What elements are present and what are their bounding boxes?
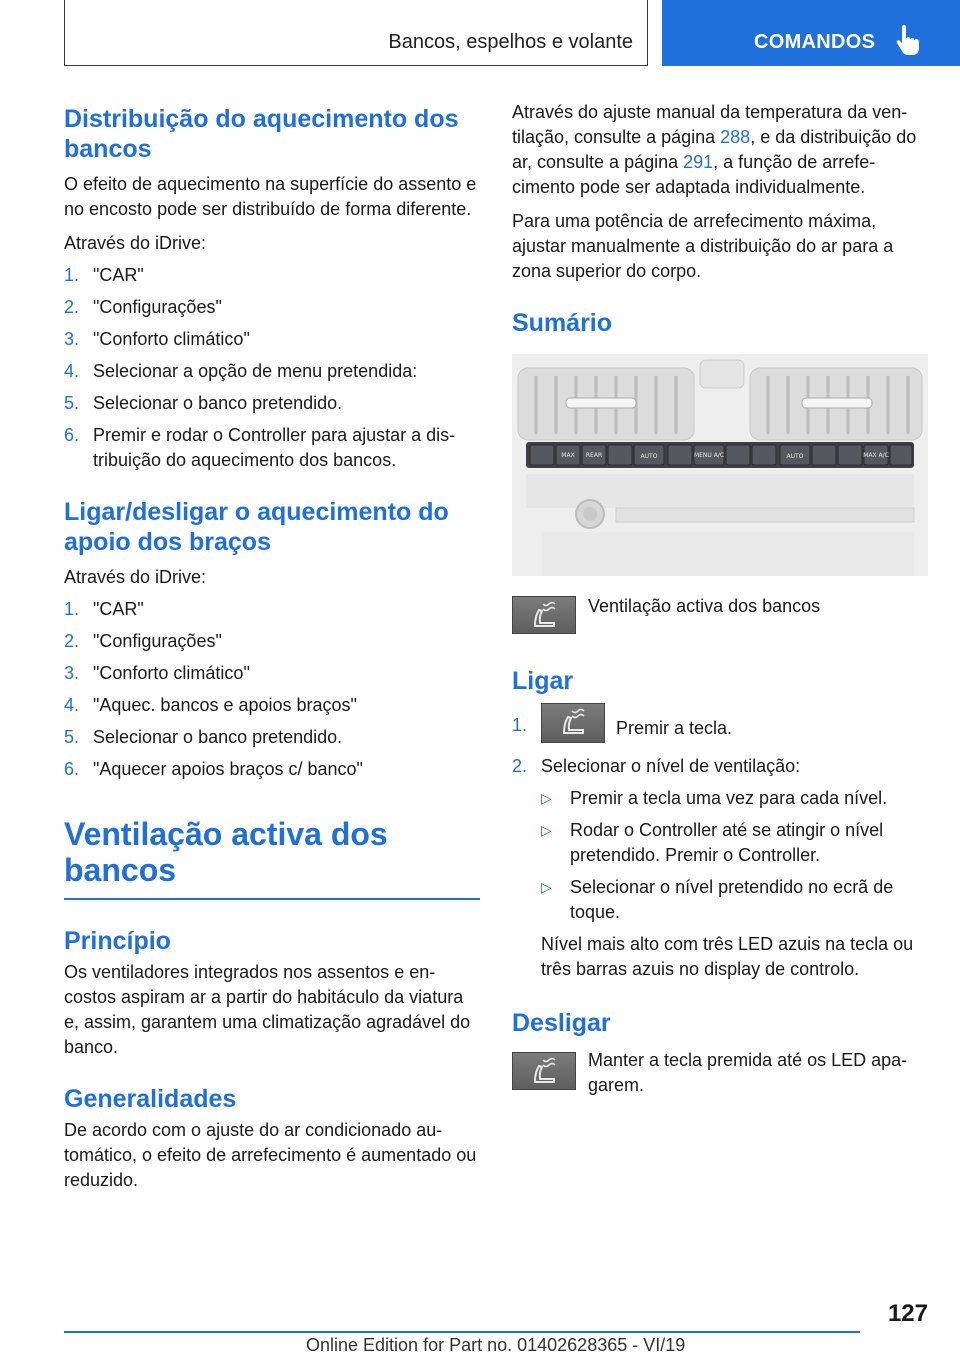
- list-item: 1. Premir a tecla.: [512, 703, 928, 747]
- console-label-auto-left: AUTO: [640, 453, 658, 460]
- list-item: 3. "Conforto climático": [64, 663, 250, 683]
- seat-ventilation-button-icon: [541, 703, 605, 743]
- paragraph-level-info: Nível mais alto com três LED azuis na tecla ou três barras azuis no display de controlo.: [541, 934, 914, 979]
- triangle-bullet-icon: ▷: [541, 790, 552, 806]
- footer-edition: Online Edition for Part no. 01402628365 - VI/19: [306, 1335, 686, 1355]
- list-item: ▷ Rodar o Controller até se atingir o nível pretendido. Premir o Controller.: [541, 820, 884, 865]
- page-link-291[interactable]: 291: [683, 152, 714, 172]
- footer-rule: [64, 1331, 860, 1333]
- console-label-rear: REAR: [585, 452, 603, 459]
- heading-off: Desligar: [512, 1009, 611, 1037]
- header-breadcrumb-box: [64, 0, 648, 66]
- list-item: 1. "CAR": [64, 265, 144, 285]
- heading-ventilation: Ventilação activa dos bancos: [64, 816, 388, 888]
- climate-console-image: [512, 354, 928, 576]
- console-label-max: MAX: [561, 452, 575, 459]
- header-section-tab[interactable]: [662, 0, 960, 66]
- heading-principle: Princípio: [64, 927, 171, 955]
- heading-on: Ligar: [512, 667, 574, 695]
- list-item: 2. Selecionar o nível de ventilação:: [512, 756, 801, 776]
- caption-seat-ventilation: Ventilação activa dos bancos: [588, 596, 821, 616]
- triangle-bullet-icon: ▷: [541, 879, 552, 895]
- console-label-max-ac: MAX A/C: [863, 452, 889, 459]
- list-item: 5. Selecionar o banco pretendido.: [64, 393, 343, 413]
- off-instruction-row: [512, 1050, 928, 1102]
- list-item: 4. "Aquec. bancos e apoios braços": [64, 695, 357, 715]
- list-item: 1. "CAR": [64, 599, 144, 619]
- seat-ventilation-button-icon: [512, 596, 576, 634]
- list-item: 6. "Aquecer apoios braços c/ banco": [64, 759, 363, 779]
- steps-on: [512, 703, 928, 779]
- list-item: 3. "Conforto climático": [64, 329, 250, 349]
- paragraph-manual-adjust: Através do ajuste manual da temperatura da ventilação, consulte a página 288, e da distribuição do ar, consulte a página 291, a função de arrefecimento pode ser adaptada individualmente.: [512, 102, 917, 197]
- paragraph-off: Manter a tecla premida até os LED apagarem.: [588, 1050, 908, 1095]
- steps-distribution: [64, 263, 480, 473]
- paragraph-distribution: O efeito de aquecimento na superfície do assento e no encosto pode ser distribuído de forma diferente.: [64, 174, 477, 219]
- via-idrive-2: Através do iDrive:: [64, 567, 207, 587]
- heading-armrest: Ligar/desligar o aquecimento do apoio dos braços: [64, 498, 449, 556]
- page-number: 127: [887, 1300, 928, 1327]
- pointing-hand-icon: [894, 24, 924, 56]
- paragraph-max-cooling: Para uma potência de arrefecimento máxima, ajustar manualmente a distribuição do ar para a zona superior do corpo.: [512, 211, 894, 281]
- steps-armrest: [64, 597, 480, 782]
- via-idrive-1: Através do iDrive:: [64, 233, 207, 253]
- console-illustration: [512, 354, 928, 576]
- left-column: [64, 100, 480, 1193]
- right-column: [512, 100, 928, 1102]
- section-divider: [64, 898, 480, 900]
- page-link-288[interactable]: 288: [720, 127, 751, 147]
- paragraph-principle: Os ventiladores integrados nos assentos e encostos aspiram ar a partir do habitáculo da viatura e, assim, garantem uma climatização agradável do banco.: [64, 962, 471, 1057]
- seat-ventilation-button-icon: [512, 1052, 576, 1090]
- breadcrumb[interactable]: Bancos, espelhos e volante: [388, 31, 633, 53]
- list-item: 5. Selecionar o banco pretendido.: [64, 727, 343, 747]
- list-item: ▷ Premir a tecla uma vez para cada nível.: [541, 786, 928, 811]
- triangle-bullet-icon: ▷: [541, 822, 552, 838]
- section-title: COMANDOS: [754, 31, 876, 53]
- list-item: 2. "Configurações": [64, 631, 222, 651]
- list-item: ▷ Selecionar o nível pretendido no ecrã de toque.: [541, 877, 894, 922]
- console-label-menu-ac: MENU A/C: [693, 452, 725, 459]
- bullets-level: [541, 786, 928, 925]
- list-item: 4. Selecionar a opção de menu pretendida:: [64, 361, 418, 381]
- paragraph-general: De acordo com o ajuste do ar condicionado automático, o efeito de arrefecimento é aumentado ou reduzido.: [64, 1120, 477, 1190]
- heading-summary: Sumário: [512, 309, 613, 337]
- list-item: 2. "Configurações": [64, 297, 222, 317]
- icon-caption-row: [512, 596, 928, 636]
- list-item: 6. Premir e rodar o Controller para ajustar a distribuição do aquecimento dos bancos.: [64, 425, 456, 470]
- console-label-auto-right: AUTO: [786, 453, 804, 460]
- heading-general: Generalidades: [64, 1085, 237, 1113]
- heading-distribution: Distribuição do aquecimento dos bancos: [64, 105, 459, 163]
